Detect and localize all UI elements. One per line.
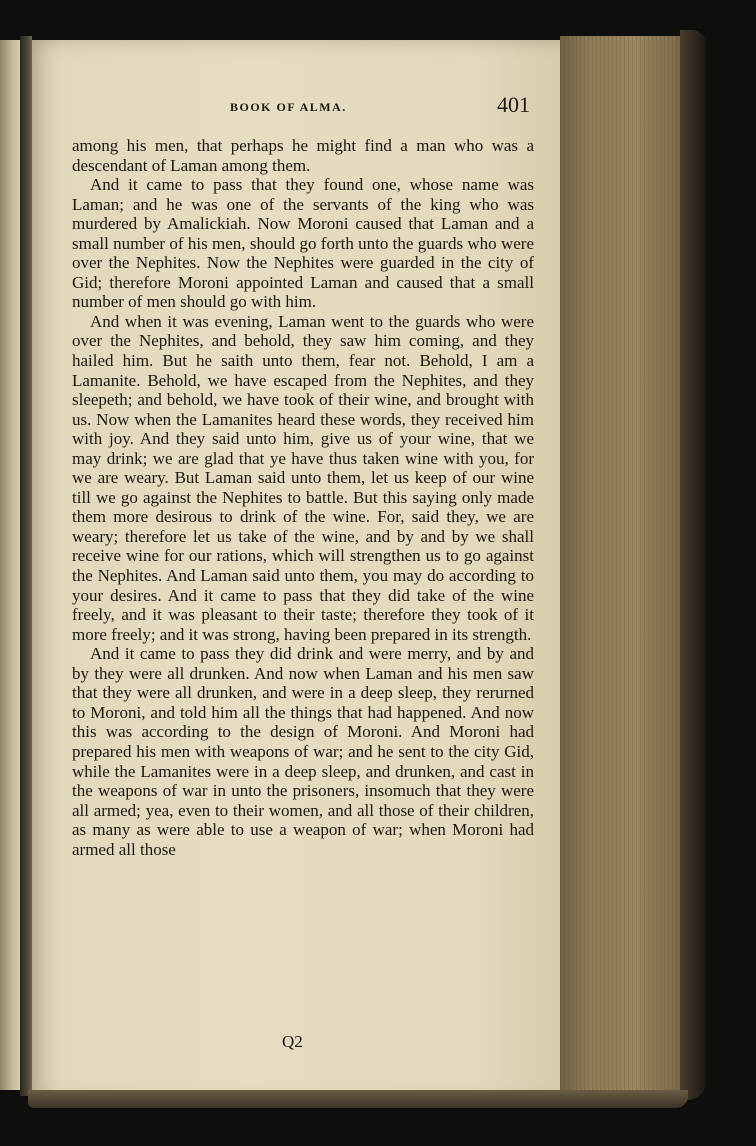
page-number: 401 bbox=[497, 92, 530, 117]
signature-mark: Q2 bbox=[282, 1032, 303, 1051]
book-gutter bbox=[20, 36, 32, 1096]
paragraph: among his men, that perhaps he might find a man who was a descendant of Laman among them. bbox=[72, 136, 534, 175]
running-title: BOOK OF ALMA. bbox=[230, 100, 347, 114]
page-bottom-edge bbox=[28, 1090, 688, 1108]
page-fore-edge bbox=[560, 36, 696, 1096]
paragraph: And it came to pass that they found one, whose name was Laman; and he was one of the servants of the king who was murdered by Amalickiah. Now Moroni caused that Laman and a small number of his men, should go forth unto the guards who were over the Nephites. Now the Nephites were guarded in the city of Gid; therefore Moroni appointed Laman and caused that a small number of men should go with him. bbox=[72, 175, 534, 312]
book-cover-edge bbox=[680, 30, 706, 1100]
running-head bbox=[74, 92, 532, 122]
body-text bbox=[72, 136, 534, 859]
paragraph: And it came to pass they did drink and were merry, and by and by they were all drunken. And now when Laman and his men saw that they were all drunken, and were in a deep sleep, they rerurned to Moroni, and told him all the things that had happened. And now this was according to the design of Moroni. And Moroni had prepared his men with weapons of war; and he sent to the city Gid, while the Lamanites were in a deep sleep, and drunken, and cast in the weapons of war in unto the prisoners, insomuch that they were all armed; yea, even to their women, and all those of their children, as many as were able to use a weapon of war; when Moroni had armed all those bbox=[72, 644, 534, 859]
paragraph: And when it was evening, Laman went to the guards who were over the Nephites, and behold, they saw him coming, and they hailed him. But he saith unto them, fear not. Behold, I am a Lamanite. Behold, we have escaped from the Nephites, and they sleepeth; and behold, we have took of their wine, and brought with us. Now when the Lamanites heard these words, they received him with joy. And they said unto him, give us of your wine, that we may drink; we are glad that ye have thus taken wine with you, for we are weary. But Laman said unto them, let us keep of our wine till we go against the Nephites to battle. But this saying only made them more desirous to drink of the wine. For, said they, we are weary; therefore let us take of the wine, and by and by we shall receive wine for our rations, which will strengthen us to go against the Nephites. And Laman said unto them, you may do according to your desires. And it came to pass that they did take of the wine freely, and it was pleasant to their taste; therefore they took of it more freely; and it was strong, having been prepared in its strength. bbox=[72, 311, 534, 644]
